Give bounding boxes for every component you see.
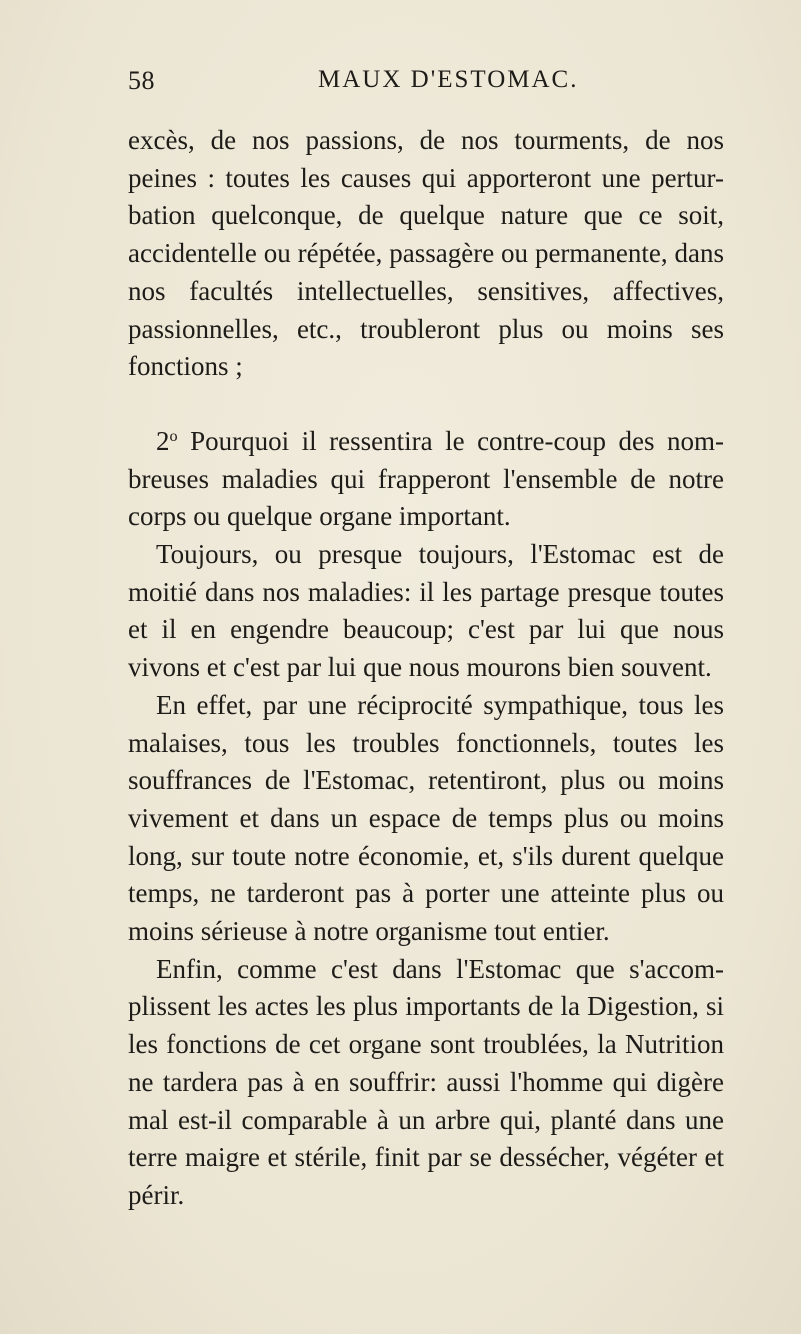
list-number: 2 <box>156 425 170 456</box>
body-text <box>128 122 724 1215</box>
paragraph-enfin: Enfin, comme c'est dans l'Estomac que s'accom-plissent les actes les plus importants de la Digestion, si les fonctions de cet organe sont troublées, la Nutrition ne tardera pas à en souffrir: aussi l'homme qui digère mal est-il comparable à un arbre qui, planté dans une terre maigre et stérile, finit par se dessécher, végéter et périr. <box>128 953 724 1210</box>
paragraph-toujours: Toujours, ou presque toujours, l'Estomac est de moitié dans nos maladies: il les partage presque toutes et il en engendre beaucoup; c'est par lui que nous vivons et c'est par lui que nous mourons bien souvent. <box>128 539 724 683</box>
page-number: 58 <box>128 66 155 95</box>
paragraph-en-effet: En effet, par une réciprocité sympathique, tous les malaises, tous les troubles fonctionnels, toutes les souffrances de l'Estomac, retentiront, plus ou moins vivement et dans un espace de temps plus ou moins long, sur toute notre économie, et, s'ils durent quelque temps, ne tarderont pas à porter une atteinte plus ou moins sérieuse à notre organisme tout entier. <box>128 689 724 947</box>
running-title: MAUX D'ESTOMAC. <box>318 66 579 93</box>
page-header <box>128 66 598 100</box>
paragraph-continuation: excès, de nos passions, de nos tourments, de nos peines : toutes les causes qui apporteront une pertur-bation quelconque, de quelque nature que ce soit, accidentelle ou répétée, passagère ou permanente, dans nos facultés intellectuelles, sensitives, affectives, passionnelles, etc., troubleront plus ou moins ses fonctions ; <box>128 125 724 382</box>
paragraph-numbered-2 <box>128 423 724 536</box>
ordinal-superscript: o <box>169 427 178 446</box>
paragraph-text: Pourquoi il ressentira le contre-coup des nom-breuses maladies qui frapperont l'ensemble de notre corps ou quelque organe important. <box>128 425 724 532</box>
